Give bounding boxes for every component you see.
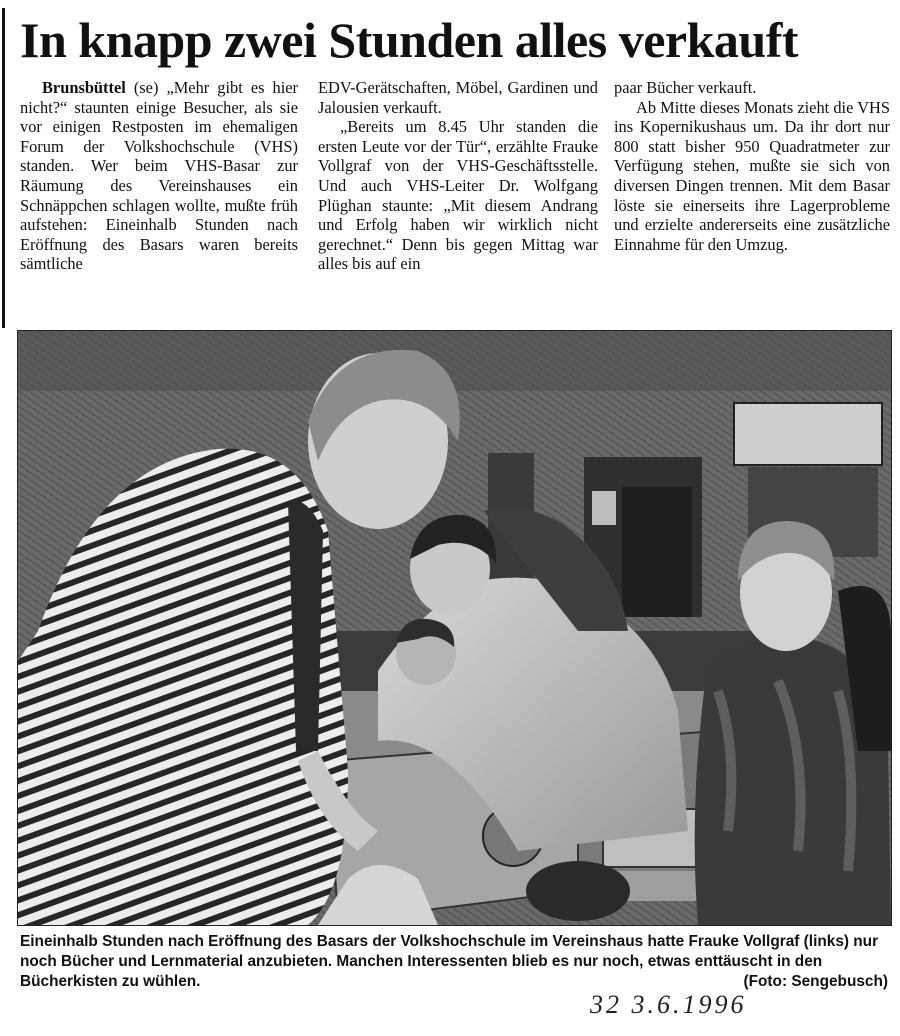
column-2-paragraph-2: „Bereits um 8.45 Uhr standen die ersten Leute vor der Tür“, erzählte Frauke Vollgraf von der VHS-Geschäftsstelle. Und auch VHS-Leiter Dr. Wolfgang Plüghan staunte: „Mit diesem Andrang und Erfolg haben wir wirklich nicht gerechnet.“ Denn bis gegen Mittag war alles bis auf ein: [318, 117, 598, 274]
door: [622, 487, 692, 617]
article-column-1: [20, 78, 298, 274]
photo-credit: (Foto: Sengebusch): [743, 973, 888, 990]
column-1-text: (se) „Mehr gibt es hier nicht?“ staunten einige Besucher, als sie vor einigen Restposten im ehemaligen Forum der Volkshochschule (VHS) standen. Wer beim VHS-Basar zur Räumung des Vereinshauses ein Schnäppchen schlagen wollte, mußte früh aufstehen: Eineinhalb Stunden nach Eröffnung des Basars waren bereits sämtliche: [20, 78, 298, 274]
caption-text: Eineinhalb Stunden nach Eröffnung des Basars der Volkshochschule im Vereinshaus hatte Frauke Vollgraf (links) nur noch Bücher und Lernmaterial anzubieten. Manchen Interessenten blieb es nur noch, etwas enttäuscht in den Bücherkisten zu wühlen.: [20, 933, 879, 990]
article-column-2: [318, 78, 598, 274]
column-rule: [2, 8, 5, 328]
article-column-3: [614, 78, 890, 254]
headline: In knapp zwei Stunden alles verkauft: [20, 12, 798, 68]
news-photo: [17, 330, 892, 926]
column-2-paragraph-1: EDV-Gerätschaften, Möbel, Gardinen und Jalousien verkauft.: [318, 78, 598, 117]
column-3-paragraph-2: Ab Mitte dieses Monats zieht die VHS ins Kopernikushaus um. Da ihr dort nur 800 statt bisher 950 Quadratmeter zur Verfügung stehen, mußte sie sich von diversen Dingen trennen. Mit dem Basar löste sie einerseits ihre Lagerprobleme und erzielte andererseits eine zusätzliche Einnahme für den Umzug.: [614, 97, 890, 254]
column-3-paragraph-1: paar Bücher verkauft.: [614, 78, 757, 97]
dateline-location: Brunsbüttel: [42, 78, 126, 97]
handwritten-date-note: 32 3.6.1996: [590, 990, 747, 1019]
photo-caption: [20, 932, 888, 992]
wall-sign: [734, 403, 882, 465]
